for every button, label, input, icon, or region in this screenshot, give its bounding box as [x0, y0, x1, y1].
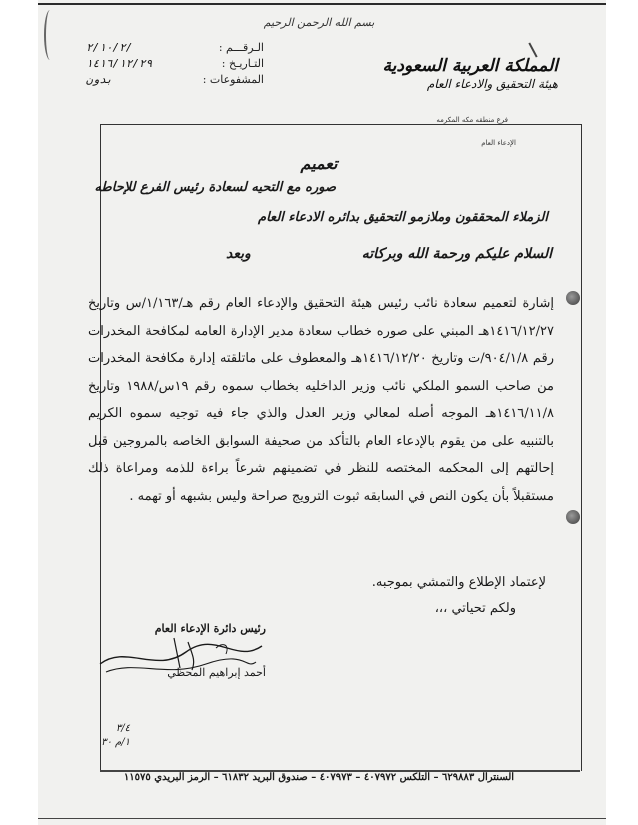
annotation-line-1: ٣/٤ [115, 723, 130, 734]
scan-margin-left [0, 0, 38, 825]
reference-attachments-label: المشفوعات : [202, 73, 264, 86]
letterhead [383, 56, 558, 92]
reference-attachments-row [86, 72, 264, 88]
letterhead-branch: فرع منطقه مكه المكرمه [436, 116, 508, 124]
reference-date-row [86, 56, 264, 72]
annotation-line-2: ١/م ٣٠ [101, 737, 130, 748]
bismillah-header: بسم الله الرحمن الرحيم [263, 16, 375, 29]
reference-attachments-value: بدون [86, 73, 113, 86]
greeting-line: السلام عليكم ورحمة الله وبركاته [361, 246, 552, 262]
recipients-line: الزملاء المحققون وملازمو التحقيق بدائره الادعاء العام [258, 210, 548, 225]
body-paragraph: إشارة لتعميم سعادة نائب رئيس هيئة التحقيق والإدعاء العام رقم هـ/١/١٦٣/س وتاريخ ١٤١٦/١٢/٢٧هـ المبني على صوره خطاب سعادة مدير الإدارة العامه لمكافحة المخدرات رقم ٩٠٤/١/٨/ت وتاريخ ١٤١٦/١٢/٢٠هـ والمعطوف على ماتلقته إدارة مكافحة المخدرات من صاحب السمو الملكي نائب وزير الداخليه بخطاب سموه رقم ١٩س/١٩٨٨ وتاريخ ١٤١٦/١١/٨هـ الموجه أصله لمعالي وزير العدل والذي جاء فيه توجيه سموه الكريم بالتنبيه على من يقوم بالإدعاء العام بالتأكد من صحيفة السوابق الخاصه بالمروجين قبل إحالتهم إلى المحكمه المختصه للنظر في تضمينهم شرعاً براءة للذمه ومراعاة ذلك مستقبلاً بأن يكون النص في السابقه ثبوت الترويج صراحة وليس بشبهه أو تهمه . [88, 296, 555, 504]
greeting-then: وبعد [226, 246, 251, 262]
margin-annotation [96, 722, 130, 750]
reference-number-row [86, 40, 264, 56]
closing-regards: ولكم تحياتي ،،، [434, 601, 516, 616]
scan-margin-right [606, 0, 638, 825]
paper-bottom-edge [38, 818, 606, 819]
paper-top-edge [38, 3, 606, 5]
reference-date-label: التـاريـخ : [221, 57, 264, 70]
signatory-name: أحمد إبراهيم المحظي [167, 666, 266, 679]
circular-body [88, 290, 554, 510]
reference-number-label: الـرقـــم : [218, 41, 264, 54]
copy-line: صوره مع التحيه لسعادة رئيس الفرع للإحاطه [94, 180, 336, 195]
reference-number-value: /٢/١٠/٢ [86, 41, 133, 54]
letterhead-footer-contact: السنترال ٦٢٩٨٨٣ – التلكس ٤٠٧٩٧٢ – ٤٠٧٩٧٣ – صندوق البريد ٦١٨٣٢ – الرمز البريدي ١١٥٧٥ [123, 772, 515, 783]
letterhead-agency: هيئة التحقيق والادعاء العام [426, 77, 558, 91]
letterhead-department: الإدعاء العام [481, 139, 516, 147]
closing-instruction: لإعتماد الإطلاع والتمشي بموجبه. [371, 575, 546, 590]
letterhead-kingdom: المملكة العربية السعودية [382, 56, 558, 76]
reference-date-value: ١٤١٦/١٢/٢٩ [86, 57, 153, 70]
signatory-title: رئيس دائرة الإدعاء العام [154, 622, 266, 635]
circular-title: تعميم [300, 154, 338, 173]
reference-block [86, 40, 264, 88]
